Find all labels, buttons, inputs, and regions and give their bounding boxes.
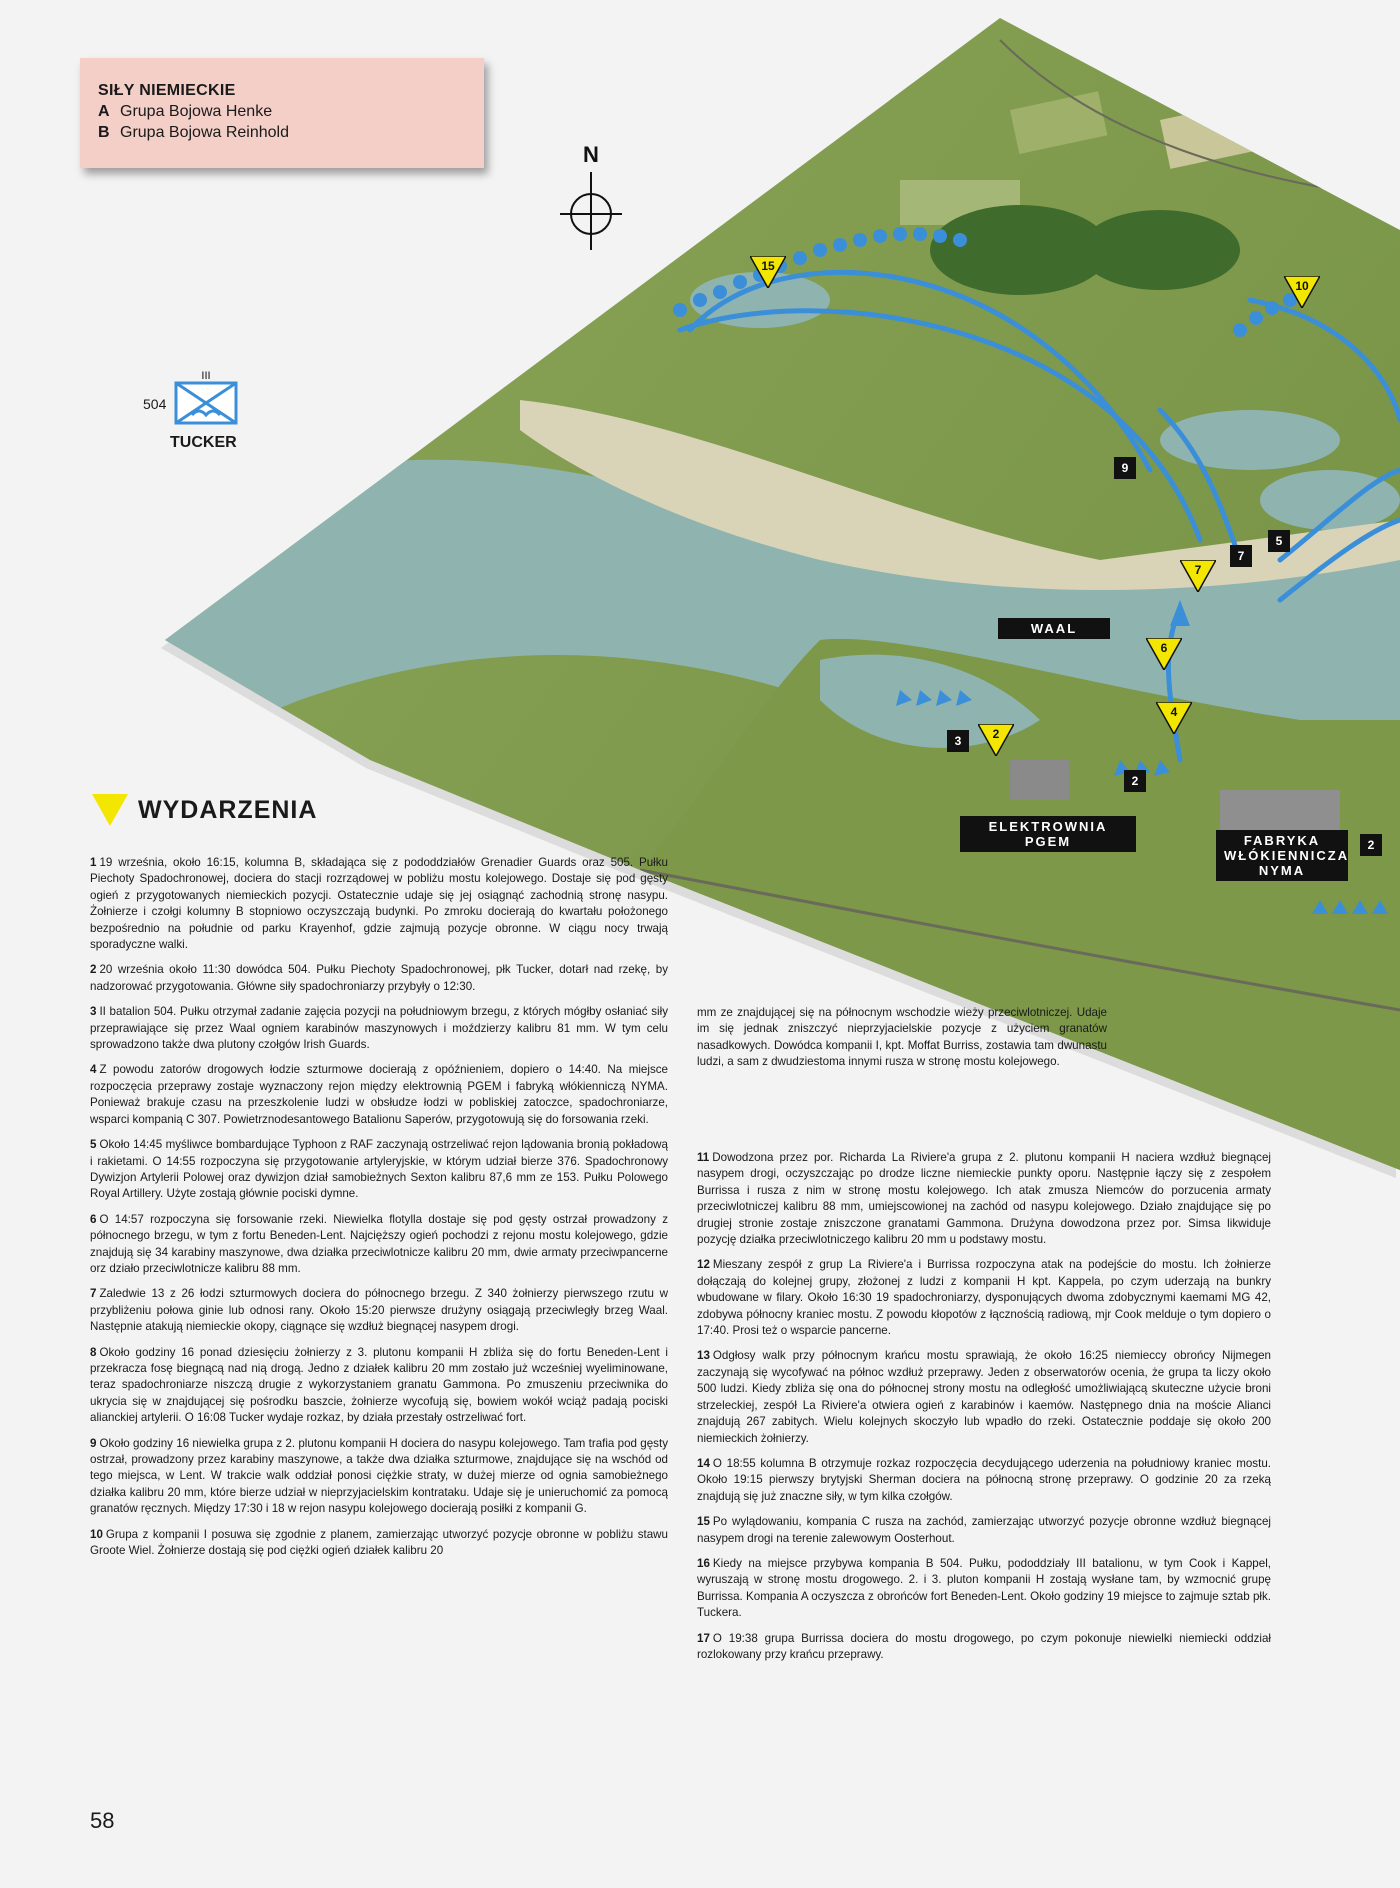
event-number: 14 xyxy=(697,1456,710,1470)
event-paragraph xyxy=(90,1212,668,1278)
event-number: 11 xyxy=(697,1151,710,1164)
event-paragraph xyxy=(697,1150,1271,1248)
map-marker: 5 xyxy=(1268,530,1290,552)
event-text: O 18:55 kolumna B otrzymuje rozkaz rozpoczęcia decydującego uderzenia na południowy kraniec mostu. Około 19:15 pierwszy brytyjski Sherman dociera na północną stronę przeprawy. O godzinie 20 za rzeką znajdują się już znaczne siły, w tym kilka czołgów. xyxy=(697,1456,1271,1503)
event-paragraph xyxy=(90,1137,668,1203)
map-marker: 3 xyxy=(947,730,969,752)
event-paragraph xyxy=(697,1556,1271,1622)
event-paragraph xyxy=(90,1436,668,1518)
legend-label: Grupa Bojowa Reinhold xyxy=(120,124,289,141)
event-paragraph xyxy=(90,1062,668,1128)
event-text: 20 września około 11:30 dowódca 504. Pułku Piechoty Spadochronowej, płk Tucker, dotarł nad rzekę, by nadzorować przygotowania. Główne siły spadochroniarzy przybyły o 12:30. xyxy=(90,963,668,993)
event-paragraph xyxy=(90,1527,668,1560)
event-marker-number: 15 xyxy=(761,259,775,273)
event-marker xyxy=(978,724,1014,756)
unit-number: 504 xyxy=(143,396,167,412)
event-text: Zaledwie 13 z 26 łodzi szturmowych dociera do północnego brzegu. Z 340 żołnierzy pierwszego rzutu w przybliżeniu połowa ginie lub odnosi rany. Około 15:20 pierwsze drużyny osiągają przeciwległy brzeg Waal. Następnie atakują niemieckie okopy, ciągnące się wzdłuż biegnącej nasypem drogi. xyxy=(90,1287,668,1334)
events-column-left xyxy=(90,855,668,1568)
event-marker-number: 10 xyxy=(1295,279,1309,293)
legend-key: B xyxy=(98,124,110,141)
event-text: Dowodzona przez por. Richarda La Riviere'a grupa z 2. plutonu kompanii H naciera wzdłuż biegnącej nasypem drogi, oczyszczając po drodze liczne niemieckie punkty oporu. Następnie łączy się z zespołem Burrissa i rusza z nim w stronę mostu kolejowego. Ich atak zmusza Niemców do porzucenia armaty przeciwlotniczej kalibru 88 mm, umiejscowionej na zachód od nasypu kolejowego. Działo znajdujące się po drugiej stronie zostaje zniszczone granatami Gammona. Drużyna dowodzona przez por. Simsa likwiduje pozycję działka przeciwlotniczego kalibru 20 mm u podstawy mostu. xyxy=(697,1151,1271,1247)
event-text: Grupa z kompanii I posuwa się zgodnie z planem, zamierzając utworzyć pozycje obronne w pobliżu stawu Groote Wiel. Żołnierze dostają się pod ciężki ogień działek kalibru 20 xyxy=(90,1527,668,1558)
map-marker: 2 xyxy=(1124,770,1146,792)
event-number: 4 xyxy=(90,1063,97,1077)
unit-name: TUCKER xyxy=(170,434,237,451)
event-text: Z powodu zatorów drogowych łodzie szturmowe docierają z opóźnieniem, dopiero o 14:40. Na miejsce rozpoczęcia przeprawy zostaje wyznaczony rejon między elektrownią PGEM i fabryką włókienniczą NYMA. Ponieważ brakuje czasu na przeszkolenie ludzi w obsłudze łodzi w pobliskiej zatoczce, spadochroniarze, wsparci kompanią C 307. Powietrznodesantowego Batalionu Saperów, przygotowują się do forsowania rzeki. xyxy=(90,1063,668,1126)
unit-size-mark: III xyxy=(201,370,211,382)
event-text: mm ze znajdującej się na północnym wschodzie wieży przeciwlotniczej. Udaje im się jednak zniszczyć nieprzyjacielskie pozycje z użyciem granatów nasadkowych. Dowódca kompanii I, kpt. Moffat Burriss, zostawia tam dwunastu ludzi, a sam z dwudziestoma innymi rusza w stronę mostu kolejowego. xyxy=(697,1006,1107,1069)
event-marker-number: 7 xyxy=(1194,563,1202,577)
legend-row xyxy=(98,103,466,121)
event-marker xyxy=(1180,560,1216,592)
event-number: 3 xyxy=(90,1005,97,1019)
map-marker: 7 xyxy=(1230,545,1252,567)
event-number: 5 xyxy=(90,1138,97,1152)
events-column-right-continuation xyxy=(697,1005,1107,1080)
event-paragraph xyxy=(697,1257,1271,1339)
events-column-right xyxy=(697,1150,1271,1672)
event-paragraph xyxy=(90,962,668,995)
map-marker: 2 xyxy=(1360,834,1382,856)
event-paragraph xyxy=(90,1345,668,1427)
event-paragraph xyxy=(697,1456,1271,1505)
legend-title: SIŁY NIEMIECKIE xyxy=(98,82,236,99)
power-plant-label: ELEKTROWNIA PGEM xyxy=(960,816,1136,852)
event-number: 17 xyxy=(697,1631,710,1645)
event-number: 10 xyxy=(90,1527,103,1541)
event-text: Około godziny 16 ponad dziesięciu żołnierzy z 3. plutonu kompanii H zbliża się do fortu Beneden-Lent i przekracza fosę biegnącą nad nią drogą. Jedno z działek kalibru 20 mm zostało już wcześniej wyeliminowane, teraz spadochroniarze niszczą drugie z wykorzystaniem granatu Gammona. Po zmuszeniu przeciwnika do ukrycia się w znajdującej się pośrodku baszcie, żołnierze wycofują się, bowiem wokół wciąż padają pociski alianckiej artylerii. O 16:08 Tucker wydaje rozkaz, by działa przestały ostrzeliwać fort. xyxy=(90,1345,668,1425)
event-paragraph xyxy=(90,1004,668,1053)
legend-row xyxy=(98,124,466,142)
event-number: 15 xyxy=(697,1515,710,1529)
compass-label: N xyxy=(583,142,599,167)
event-text: Około 14:45 myśliwce bombardujące Typhoon z RAF zaczynają ostrzeliwać rejon lądowania bronią pokładową i rakietami. O 14:55 rozpoczyna się przygotowanie artyleryjskie, w którym udział bierze 376. Spadochronowy Dywizjon Artylerii Polowej oraz dywizjon dział samobieżnych Sexton kalibru 87,6 mm ze 153. Pułku Polowego Royal Artillery. Użyte zostają głównie pociski dymne. xyxy=(90,1138,668,1201)
event-number: 12 xyxy=(697,1258,710,1272)
event-paragraph xyxy=(697,1348,1271,1446)
legend-label: Grupa Bojowa Henke xyxy=(120,103,273,120)
event-text: O 19:38 grupa Burrissa dociera do mostu drogowego, po czym pokonuje niewielki niemiecki oddział rozlokowany przy krańcu przeprawy. xyxy=(697,1631,1271,1661)
compass-icon xyxy=(556,142,626,254)
legend-box xyxy=(80,58,484,168)
event-marker xyxy=(750,256,786,288)
map-marker: 9 xyxy=(1114,457,1136,479)
event-text: Około godziny 16 niewielka grupa z 2. plutonu kompanii H dociera do nasypu kolejowego. Tam trafia pod gęsty ostrzał, prowadzony przez karabiny maszynowe, a także dwa działka szturmowe, znajdujące się na wschód od tego miejsca, w Lent. W trakcie walk oddział ponosi ciężkie straty, w dużej mierze od ognia samobieżnego działka kalibru 20 mm, które bierze udział w nieprzyjacielskim kontrataku. Udaje się je unieruchomić za pomocą granatów ręcznych. Między 17:30 i 18 w rejon nasypu kolejowego docierają posiłki z kompanii G. xyxy=(90,1436,668,1516)
event-text: Mieszany zespół z grup La Riviere'a i Burrissa rozpoczyna atak na podejście do mostu. Ich żołnierze dołączają do kolejnej grupy, złożonej z ludzi z kompanii H kpt. Kappela, po czym uderzają na bunkry wbudowane w filary. Około 16:30 19 spadochroniarzy, dysponujących dwoma zdobycznymi kaemami MG 42, zdobywa północny kraniec mostu. Z powodu kłopotów z łącznością radiową, mjr Cook melduje o tym dopiero o 17:40. Prosi też o wsparcie pancerne. xyxy=(697,1258,1271,1338)
event-marker-number: 2 xyxy=(992,727,1000,741)
event-paragraph xyxy=(697,1514,1271,1547)
factory-label: FABRYKA WŁÓKIENNICZA NYMA xyxy=(1216,830,1348,881)
page-number: 58 xyxy=(90,1808,115,1833)
event-paragraph xyxy=(697,1631,1271,1664)
event-number: 7 xyxy=(90,1287,97,1301)
event-text: Odgłosy walk przy północnym krańcu mostu sprawiają, że około 16:25 niemieccy obrońcy Nijmegen zaczynają się wycofywać na północ wzdłuż przeprawy. Jeden z obserwatorów ocenia, że grupa ta liczy około 500 ludzi. Kiedy zbliża się ona do północnej strony mostu na odległość umożliwiającą skuteczne użycie broni strzeleckiej, zespół La Riviere'a otwiera ogień z karabinów i kaemów. Następnego dnia na moście Alianci znajdują 267 zabitych. Wielu kolejnych skoczyło lub wpadło do rzeki. Ostatecznie poddaje się około 200 niemieckich żołnierzy. xyxy=(697,1349,1271,1445)
section-title: WYDARZENIA xyxy=(138,796,318,824)
event-marker-number: 6 xyxy=(1160,641,1168,655)
legend-key: A xyxy=(98,103,110,120)
river-label: WAAL xyxy=(998,618,1110,639)
event-text: II batalion 504. Pułku otrzymał zadanie zajęcia pozycji na południowym brzegu, z których mógłby osłaniać siły przeprawiające się przez Waal ogniem karabinów maszynowych i moździerzy kalibru 81 mm. W tym celu sprowadzono także dwa plutony czołgów Irish Guards. xyxy=(90,1005,668,1052)
yellow-triangle-icon xyxy=(92,792,128,828)
event-number: 6 xyxy=(90,1212,97,1226)
event-text: 19 września, około 16:15, kolumna B, składająca się z pododdziałów Grenadier Guards oraz 505. Pułku Piechoty Spadochronowej, dociera do stacji rozrządowej w pobliżu mostu kolejowego. Dostaje się pod gęsty ogień z przygotowanych niemieckich pozycji. Ostatecznie udaje się jej osiągnąć zachodnią stronę nasypu. Żołnierze i czołgi kolumny B stopniowo oczyszczają budynki. Po zmroku docierają do kwartału położonego bezpośrednio na południe od parku Krayenhof, gdzie zajmują pozycje obronne. W ciągu nocy trwają sporadyczne walki. xyxy=(90,856,668,952)
event-number: 13 xyxy=(697,1349,710,1363)
event-paragraph xyxy=(90,1286,668,1335)
event-number: 8 xyxy=(90,1345,97,1359)
event-paragraph xyxy=(90,855,668,953)
event-marker-number: 4 xyxy=(1170,705,1178,719)
event-number: 2 xyxy=(90,963,97,977)
event-number: 1 xyxy=(90,856,97,869)
event-marker xyxy=(1156,702,1192,734)
event-text: Kiedy na miejsce przybywa kompania B 504. Pułku, pododdziały III batalionu, w tym Cook i Kappel, wyruszają w stronę mostu drogowego. 2. i 3. pluton kompanii H zostają wysłane tam, by wzmocnić grupę Burrissa. Kompania A oczyszcza z obrońców fort Beneden-Lent. Około godziny 19 miejsce to zajmuje sztab płk. Tuckera. xyxy=(697,1556,1271,1620)
event-number: 9 xyxy=(90,1436,97,1450)
event-marker xyxy=(1284,276,1320,308)
event-marker xyxy=(1146,638,1182,670)
event-number: 16 xyxy=(697,1556,710,1570)
event-text: Po wylądowaniu, kompania C rusza na zachód, zamierzając utworzyć pozycje obronne wzdłuż biegnącej nasypem drogi na terenie zalewowym Oosterhout. xyxy=(697,1515,1271,1545)
section-heading xyxy=(92,792,318,832)
event-text: O 14:57 rozpoczyna się forsowanie rzeki. Niewielka flotylla dostaje się pod gęsty ostrzał prowadzony z północnego brzegu, w tym z fortu Beneden-Lent. Najcięższy ogień pochodzi z rejonu mostu kolejowego, gdzie znajdują się 34 karabiny maszynowe, dwa działka przeciwlotnicze kalibru 20 mm, dwie armaty przeciwpancerne orz działo przeciwlotnicze kalibru 88 mm. xyxy=(90,1212,668,1275)
